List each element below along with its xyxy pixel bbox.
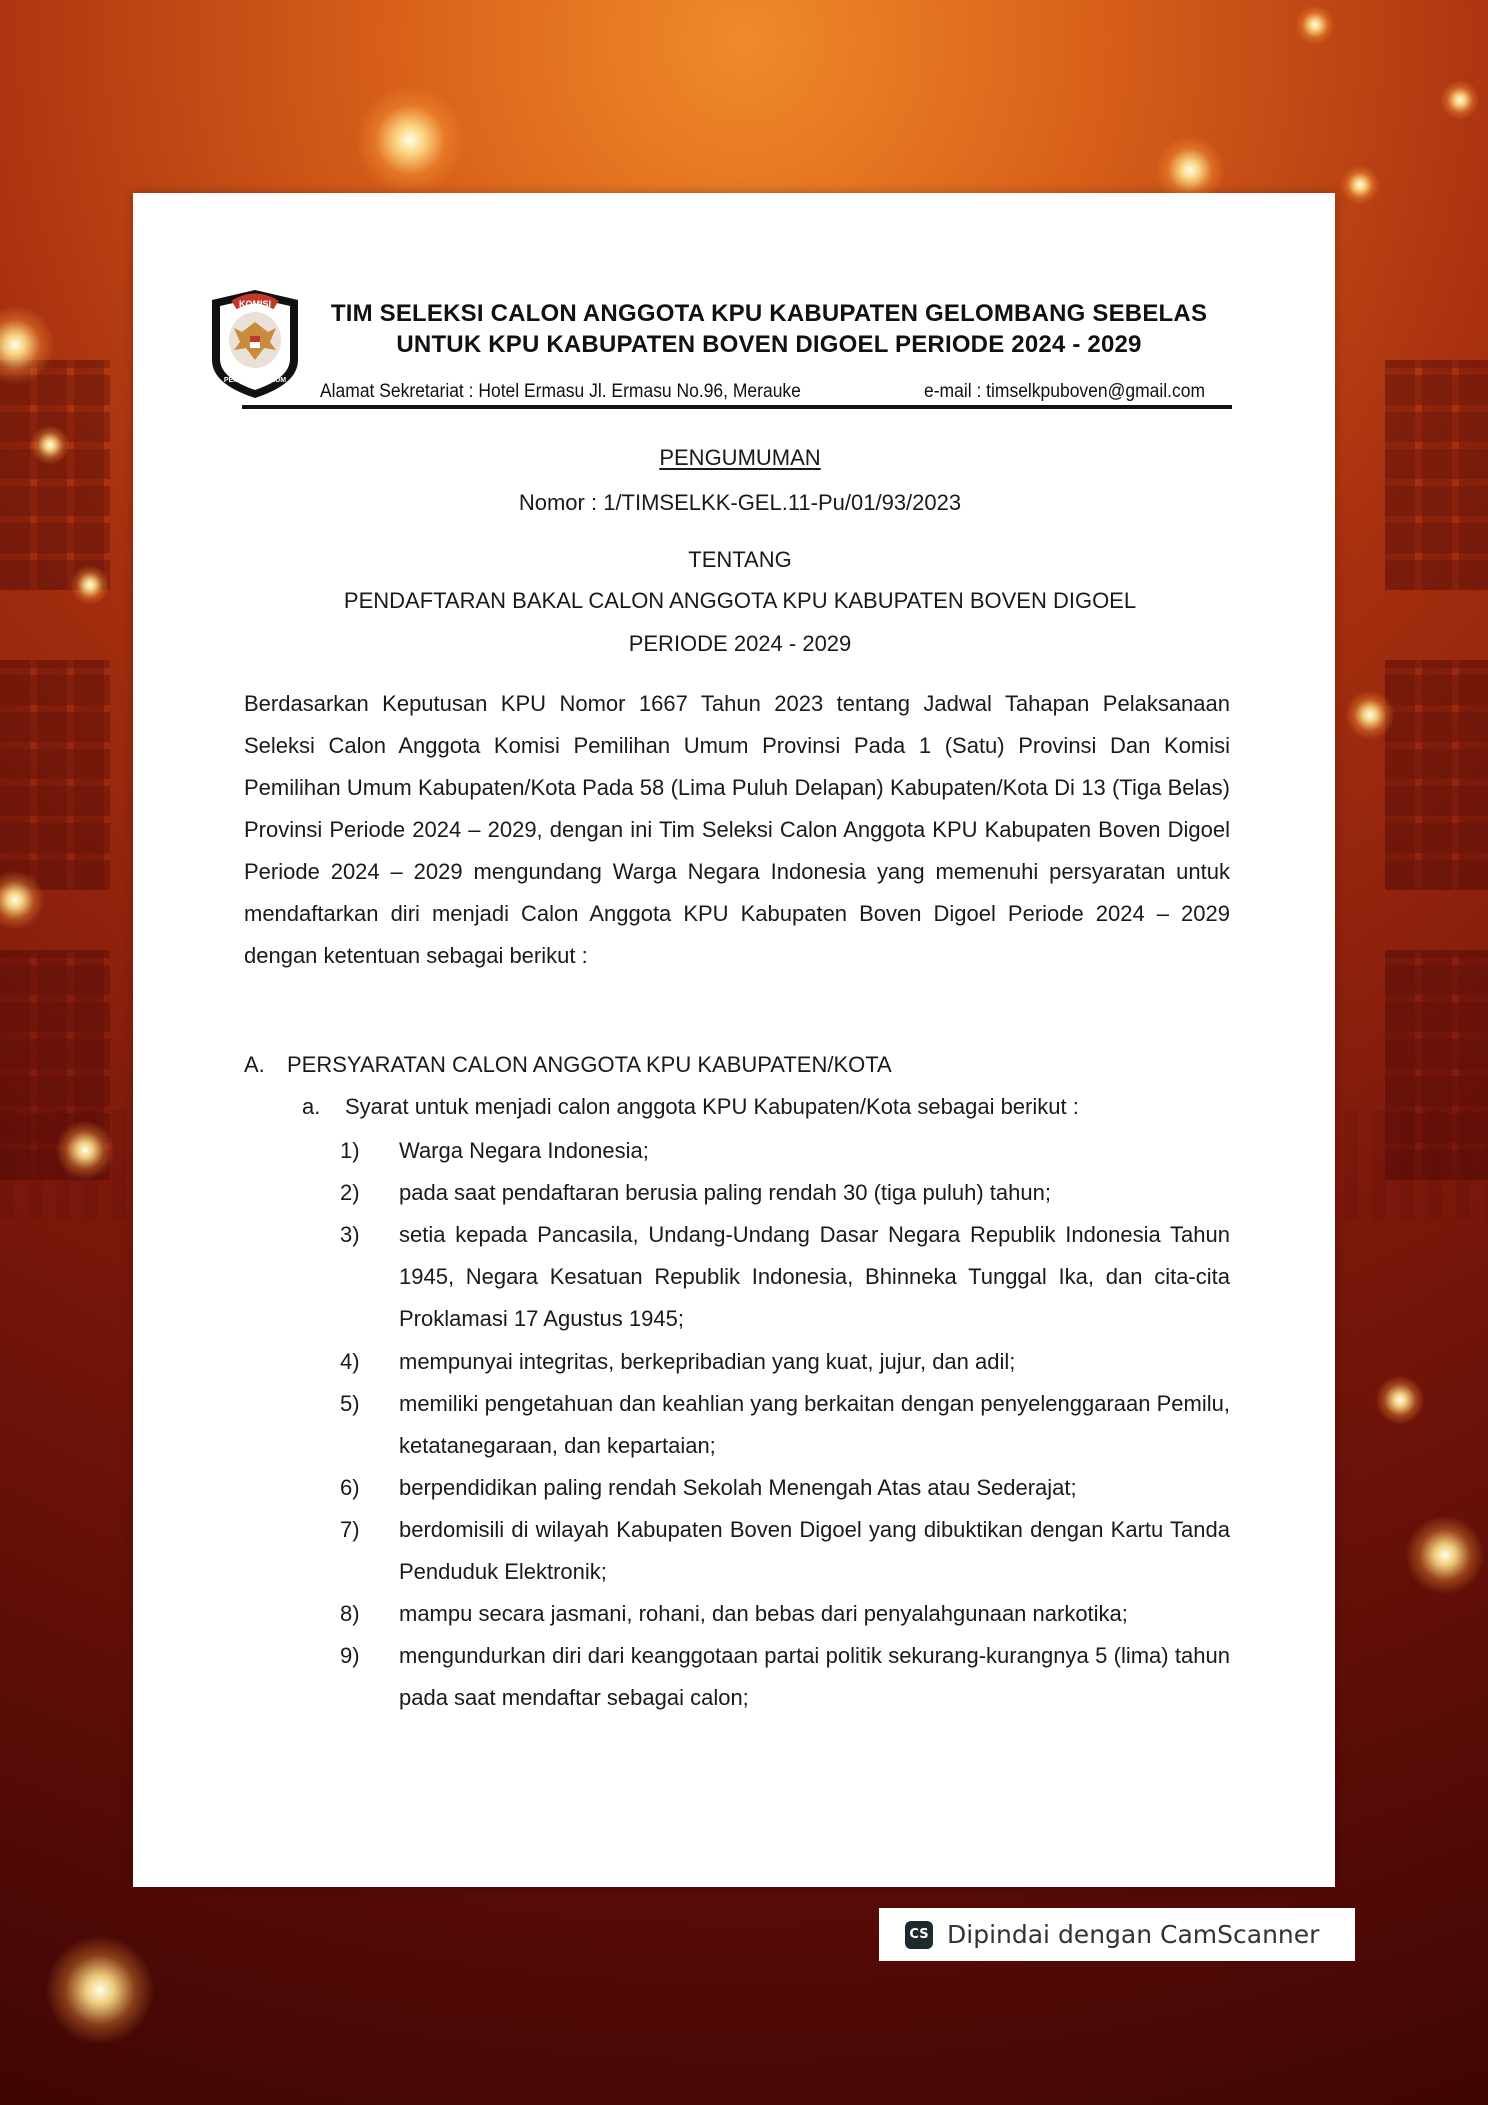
section-a-marker: A. <box>244 1052 265 1077</box>
requirement-text: memiliki pengetahuan dan keahlian yang berkaitan dengan penyelenggaraan Pemilu, ketatanegaraan, dan kepartaian; <box>399 1391 1230 1458</box>
bg-window-grid <box>0 660 110 890</box>
sparkle <box>355 85 465 195</box>
camscanner-icon: CS <box>905 1921 933 1949</box>
requirement-item <box>340 1635 1230 1719</box>
document-heading: PENGUMUMAN <box>659 445 821 470</box>
logo-text-bottom: PEMILIHAN UMUM <box>223 377 287 384</box>
requirement-item <box>340 1467 1230 1509</box>
sparkle <box>45 1935 155 2045</box>
letterhead-divider <box>242 405 1232 409</box>
subsection-a-marker: a. <box>302 1094 321 1119</box>
requirement-item <box>340 1341 1230 1383</box>
document-subject-line2: PERIODE 2024 - 2029 <box>628 631 852 656</box>
bg-window-grid <box>0 950 110 1180</box>
requirement-item <box>340 1593 1230 1635</box>
requirement-item <box>340 1172 1230 1214</box>
bg-window-grid <box>0 360 110 590</box>
requirement-number: 6) <box>340 1475 360 1500</box>
sparkle <box>30 425 70 465</box>
requirement-number: 7) <box>340 1517 360 1542</box>
sparkle <box>1405 1515 1485 1595</box>
subsection-a-heading <box>302 1094 1079 1120</box>
camscanner-watermark <box>879 1908 1355 1961</box>
bg-window-grid <box>1385 660 1488 890</box>
intro-paragraph: Berdasarkan Keputusan KPU Nomor 1667 Tahun 2023 tentang Jadwal Tahapan Pelaksanaan Seleksi Calon Anggota Komisi Pemilihan Umum Provinsi Pada 1 (Satu) Provinsi Dan Komisi Pemilihan Umum Kabupaten/Kota Pada 58 (Lima Puluh Delapan) Kabupaten/Kota Di 13 (Tiga Belas) Provinsi Periode 2024 – 2029, dengan ini Tim Seleksi Calon Anggota KPU Kabupaten Boven Digoel Periode 2024 – 2029 mengundang Warga Negara Indonesia yang memenuhi persyaratan untuk mendaftarkan diri menjadi Calon Anggota KPU Kabupaten Boven Digoel Periode 2024 – 2029 dengan ketentuan sebagai berikut : <box>244 691 1230 968</box>
requirement-number: 2) <box>340 1180 360 1205</box>
document-about: TENTANG <box>688 547 792 572</box>
requirement-text: mampu secara jasmani, rohani, dan bebas dari penyalahgunaan narkotika; <box>399 1601 1128 1626</box>
requirement-item <box>340 1214 1230 1340</box>
requirement-number: 4) <box>340 1349 360 1374</box>
secretariat-address: Alamat Sekretariat : Hotel Ermasu Jl. Ermasu No.96, Merauke <box>320 381 801 402</box>
requirement-number: 1) <box>340 1138 360 1163</box>
sparkle <box>55 1120 115 1180</box>
requirement-number: 5) <box>340 1391 360 1416</box>
requirement-text: berdomisili di wilayah Kabupaten Boven Digoel yang dibuktikan dengan Kartu Tanda Penduduk Elektronik; <box>399 1517 1230 1584</box>
sparkle <box>1295 5 1335 45</box>
section-a-heading <box>244 1052 892 1078</box>
bg-window-grid <box>1385 950 1488 1180</box>
subsection-a-title: Syarat untuk menjadi calon anggota KPU Kabupaten/Kota sebagai berikut : <box>345 1094 1079 1119</box>
requirement-text: mempunyai integritas, berkepribadian yang kuat, jujur, dan adil; <box>399 1349 1016 1374</box>
sparkle <box>1340 165 1380 205</box>
kpu-logo-icon <box>206 288 304 400</box>
requirement-number: 8) <box>340 1601 360 1626</box>
requirement-text: mengundurkan diri dari keanggotaan partai politik sekurang-kurangnya 5 (lima) tahun pada saat mendaftar sebagai calon; <box>399 1643 1230 1710</box>
sparkle <box>1345 690 1395 740</box>
document-number: Nomor : 1/TIMSELKK-GEL.11-Pu/01/93/2023 <box>518 490 962 515</box>
requirement-number: 3) <box>340 1222 360 1247</box>
sparkle <box>1440 80 1480 120</box>
requirement-text: setia kepada Pancasila, Undang-Undang Dasar Negara Republik Indonesia Tahun 1945, Negara Kesatuan Republik Indonesia, Bhinneka Tunggal Ika, dan cita-cita Proklamasi 17 Agustus 1945; <box>399 1222 1230 1331</box>
requirement-item <box>340 1383 1230 1467</box>
sparkle <box>70 565 110 605</box>
document-subject-line1: PENDAFTARAN BAKAL CALON ANGGOTA KPU KABUPATEN BOVEN DIGOEL <box>343 588 1137 613</box>
requirement-text: pada saat pendaftaran berusia paling rendah 30 (tiga puluh) tahun; <box>399 1180 1051 1205</box>
requirement-text: Warga Negara Indonesia; <box>399 1138 649 1163</box>
org-name-line2: UNTUK KPU KABUPATEN BOVEN DIGOEL PERIODE 2024 - 2029 <box>396 331 1142 358</box>
camscanner-text: Dipindai dengan CamScanner <box>947 1920 1320 1949</box>
requirement-item <box>340 1130 1230 1172</box>
section-a-title: PERSYARATAN CALON ANGGOTA KPU KABUPATEN/KOTA <box>287 1052 892 1077</box>
sparkle <box>0 305 55 385</box>
sparkle <box>1375 1375 1425 1425</box>
contact-email[interactable]: e-mail : timselkpuboven@gmail.com <box>924 381 1206 402</box>
bg-window-grid <box>1385 360 1488 590</box>
logo-text-top: KOMISI <box>238 299 272 309</box>
org-name-line1: TIM SELEKSI CALON ANGGOTA KPU KABUPATEN GELOMBANG SEBELAS <box>330 300 1208 327</box>
requirement-number: 9) <box>340 1643 360 1668</box>
sparkle <box>0 870 45 930</box>
requirement-text: berpendidikan paling rendah Sekolah Menengah Atas atau Sederajat; <box>399 1475 1077 1500</box>
requirement-item <box>340 1509 1230 1593</box>
